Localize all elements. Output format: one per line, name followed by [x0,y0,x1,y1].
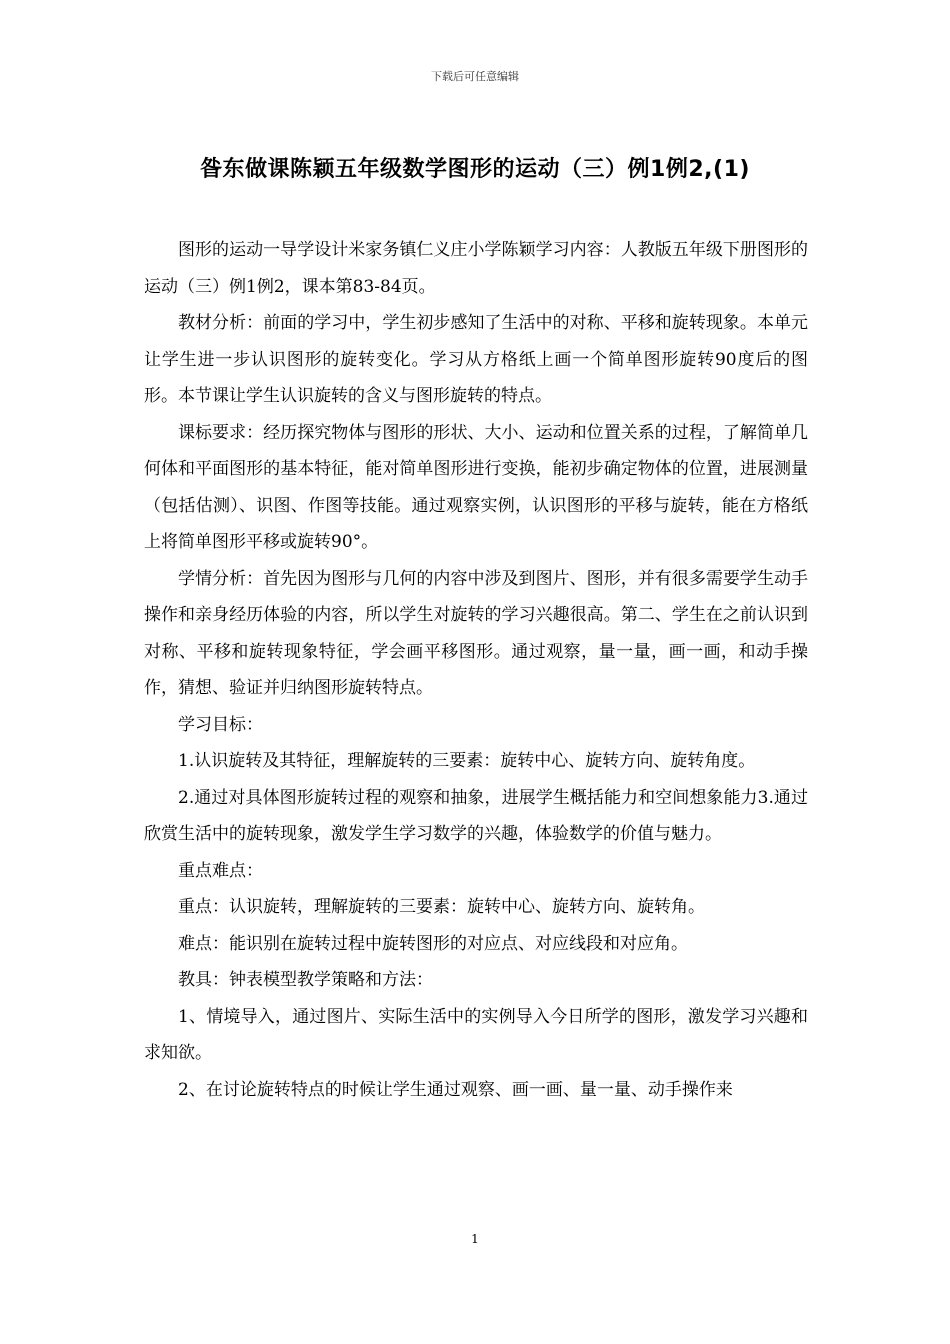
paragraph-textbook-analysis: 教材分析：前面的学习中，学生初步感知了生活中的对称、平移和旋转现象。本单元让学生进一步认识图形的旋转变化。学习从方格纸上画一个简单图形旋转90度后的图形。本节课让学生认识旋转的含义与图形旋转的特点。 [144,313,808,406]
document-body [144,232,808,1108]
paragraph-student-analysis: 学情分析：首先因为图形与几何的内容中涉及到图片、图形，并有很多需要学生动手操作和亲身经历体验的内容，所以学生对旋转的学习兴趣很高。第二、学生在之前认识到对称、平移和旋转现象特征，学会画平移图形。通过观察，量一量，画一画，和动手操作，猜想、验证并归纳图形旋转特点。 [144,568,808,698]
paragraph-teaching-aids: 教具：钟表模型教学策略和方法： [178,970,433,990]
paragraph-goal-1: 1.认识旋转及其特征，理解旋转的三要素：旋转中心、旋转方向、旋转角度。 [178,751,756,771]
paragraph-strategy-2: 2、在讨论旋转特点的时候让学生通过观察、画一画、量一量、动手操作来 [178,1079,733,1100]
paragraph-goal-2-3: 2.通过对具体图形旋转过程的观察和抽象，进展学生概括能力和空间想象能力3.通过欣赏生活中的旋转现象，激发学生学习数学的兴趣，体验数学的价值与魅力。 [144,787,808,844]
paragraph-learning-goals-heading: 学习目标： [178,714,263,735]
page-header: 下载后可任意编辑 [431,70,519,83]
paragraph-strategy-1: 1、情境导入，通过图片、实际生活中的实例导入今日所学的图形，激发学习兴趣和求知欲。 [144,1006,808,1063]
paragraph-intro: 图形的运动一导学设计米家务镇仁义庄小学陈颖学习内容：人教版五年级下册图形的运动（三）例1例2，课本第83-84页。 [144,240,808,297]
paragraph-key-point: 重点：认识旋转，理解旋转的三要素：旋转中心、旋转方向、旋转角。 [178,897,705,917]
paragraph-curriculum-requirements: 课标要求：经历探究物体与图形的形状、大小、运动和位置关系的过程，了解简单几何体和平面图形的基本特征，能对简单图形进行变换，能初步确定物体的位置，进展测量（包括估测）、识图、作图等技能。通过观察实例，认识图形的平移与旋转，能在方格纸上将简单图形平移或旋转90°。 [144,422,808,552]
paragraph-key-points-heading: 重点难点： [178,860,263,881]
document-title: 昝东做课陈颖五年级数学图形的运动（三）例1例2,(1) [200,157,750,182]
page-number: 1 [471,1232,479,1246]
paragraph-difficulty: 难点：能识别在旋转过程中旋转图形的对应点、对应线段和对应角。 [178,933,688,954]
